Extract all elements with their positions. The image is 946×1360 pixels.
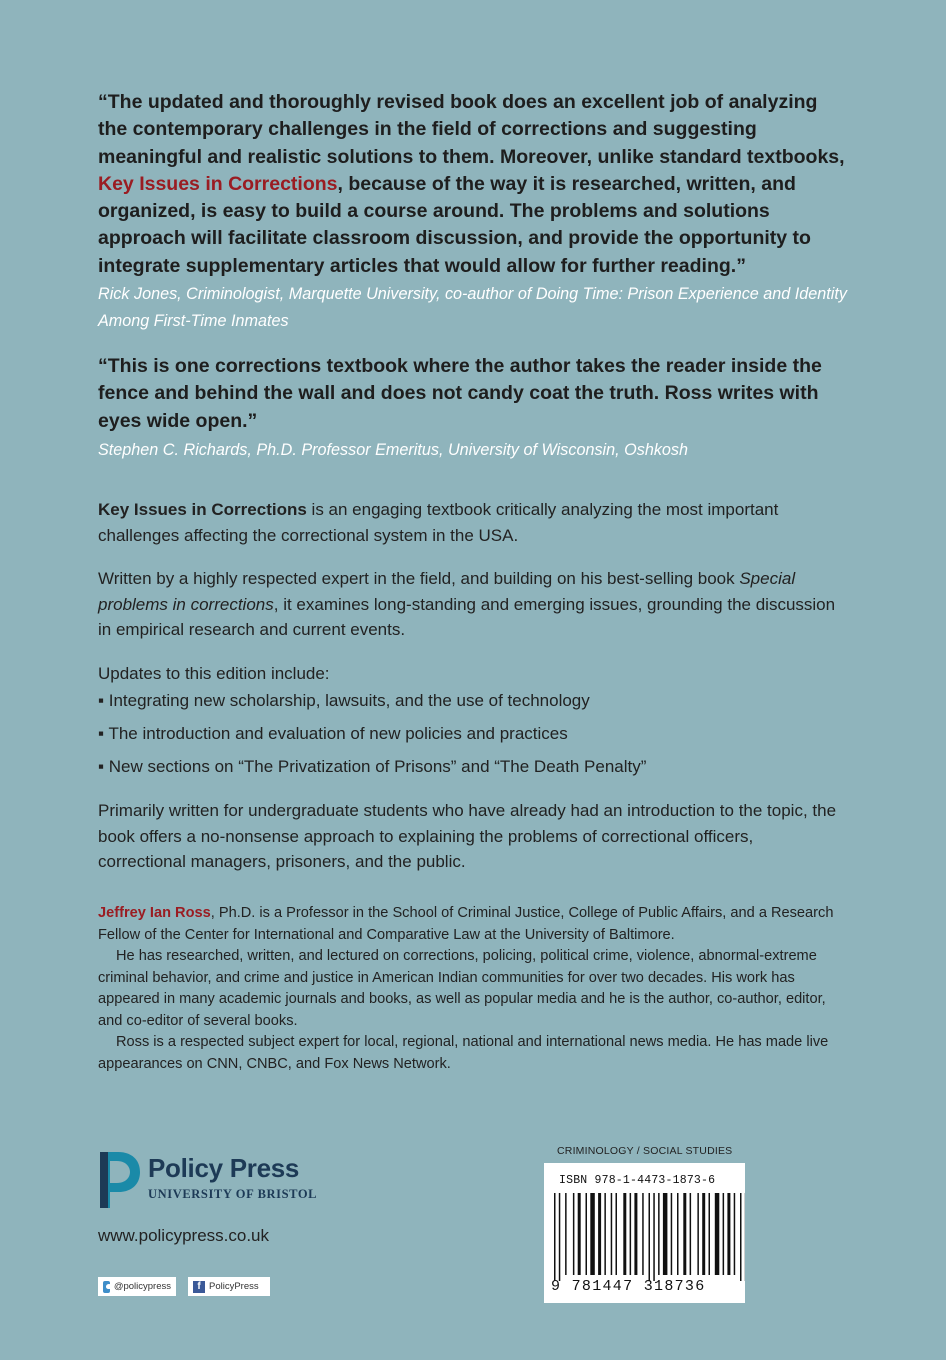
barcode-bar [611, 1193, 613, 1275]
barcode-bar [649, 1193, 651, 1281]
barcode [544, 1163, 745, 1303]
barcode-bar [653, 1193, 655, 1281]
barcode-bar [683, 1193, 686, 1275]
isbn-label: ISBN 978-1-4473-1873-6 [559, 1174, 716, 1187]
barcode-bar [715, 1193, 720, 1275]
barcode-bar [671, 1193, 673, 1275]
description-paragraph-1: Key Issues in Corrections is an engaging textbook critically analyzing the most important challenges affecting the correctional system in the USA. [98, 500, 779, 545]
publisher-url[interactable]: www.policypress.co.uk [98, 1226, 270, 1245]
facebook-badge[interactable] [188, 1277, 270, 1296]
barcode-bar [578, 1193, 581, 1275]
barcode-bar [630, 1193, 632, 1275]
author-name: Jeffrey Ian Ross [98, 905, 211, 921]
author-bio [98, 903, 848, 1075]
publisher-subtitle: UNIVERSITY OF BRISTOL [148, 1187, 318, 1201]
updates-intro: Updates to this edition include: [98, 664, 330, 683]
ean-digits: 9 781447 318736 [551, 1278, 706, 1295]
twitter-handle: @policypress [113, 1281, 171, 1292]
barcode-bar [658, 1193, 660, 1275]
barcode-bar [604, 1193, 606, 1275]
facebook-handle: PolicyPress [209, 1281, 259, 1292]
author-bio-paragraph-2: He has researched, written, and lectured on corrections, policing, political crime, violence, abnormal-extreme criminal behavior, and crime and justice in American Indian communities for over two decades. His work has appeared in many academic journals and books, as well as popular media and he is the author, co-author, editor, and co-editor of several books. [98, 948, 826, 1029]
description-paragraph-4: Primarily written for undergraduate students who have already had an introduction to the topic, the book offers a no-nonsense approach to explaining the problems of correctional officers, correctional managers, prisoners, and the public. [98, 801, 837, 871]
barcode-bar [598, 1193, 601, 1275]
category-label: CRIMINOLOGY / SOCIAL STUDIES [557, 1145, 733, 1157]
barcode-bar [623, 1193, 626, 1275]
endorsement-attribution-2: Stephen C. Richards, Ph.D. Professor Emeritus, University of Wisconsin, Oshkosh [98, 441, 689, 459]
barcode-bar [723, 1193, 725, 1275]
author-bio-paragraph-3: Ross is a respected subject expert for local, regional, national and international news media. He has made live appearances on CNN, CNBC, and Fox News Network. [98, 1034, 829, 1072]
barcode-bar [697, 1193, 699, 1275]
book-title-highlight: Key Issues in Corrections [98, 172, 338, 195]
author-bio-paragraph-1: Jeffrey Ian Ross, Ph.D. is a Professor in the School of Criminal Justice, College of Public Affairs, and a Research Fellow of the Center for International and Comparative Law at the University of Baltimore. [98, 905, 834, 943]
list-item: ▪ Integrating new scholarship, lawsuits, and the use of technology [98, 691, 590, 710]
book-title: Key Issues in Corrections [98, 500, 307, 519]
barcode-bar [616, 1193, 618, 1275]
list-item: ▪ The introduction and evaluation of new policies and practices [98, 724, 568, 743]
barcode-bar [586, 1193, 588, 1275]
barcode-bar [590, 1193, 595, 1275]
barcode-bar [663, 1193, 668, 1275]
barcode-bar [690, 1193, 692, 1275]
barcode-bar [559, 1193, 561, 1281]
barcode-bar [727, 1193, 730, 1275]
barcode-bar [734, 1193, 736, 1275]
barcode-bar [573, 1193, 575, 1275]
barcode-bar [740, 1193, 742, 1281]
barcode-bar [634, 1193, 637, 1275]
barcode-bar [702, 1193, 705, 1275]
twitter-badge[interactable] [98, 1277, 176, 1296]
endorsement-quote-2: “This is one corrections textbook where the author takes the reader inside the fence and behind the wall and does not candy coat the truth. Ross writes with eyes wide open.” [98, 355, 822, 432]
barcode-bar [677, 1193, 679, 1275]
barcode-bar [709, 1193, 711, 1275]
description-paragraph-2: Written by a highly respected expert in the field, and building on his best-selling book Special problems in corrections, it examines long-standing and emerging issues, grounding the discussion in empirical research and current events. [98, 569, 836, 639]
barcode-bar [554, 1193, 556, 1281]
barcode-bar [642, 1193, 644, 1275]
facebook-icon: f [193, 1281, 205, 1293]
endorsement-quote-1: “The updated and thoroughly revised book does an excellent job of analyzing the contemporary challenges in the field of corrections and suggesting meaningful and realistic solutions to them. Moreover, unlike standard textbooks, Key Issues in Corrections, because of the way it is researched, written, and organized, is easy to build a course around. The problems and solutions approach will facilitate classroom discussion, and provide the opportunity to integrate supplementary articles that would allow for further reading.” [98, 91, 845, 277]
endorsement-attribution-1: Rick Jones, Criminologist, Marquette University, co-author of Doing Time: Prison Experience and Identity Among First-Time Inmates [98, 285, 847, 330]
twitter-icon [103, 1281, 110, 1293]
previous-book-title: Special problems in corrections [98, 569, 796, 614]
list-item: ▪ New sections on “The Privatization of Prisons” and “The Death Penalty” [98, 757, 647, 776]
publisher-name: Policy Press [148, 1153, 300, 1183]
barcode-bar [565, 1193, 567, 1275]
